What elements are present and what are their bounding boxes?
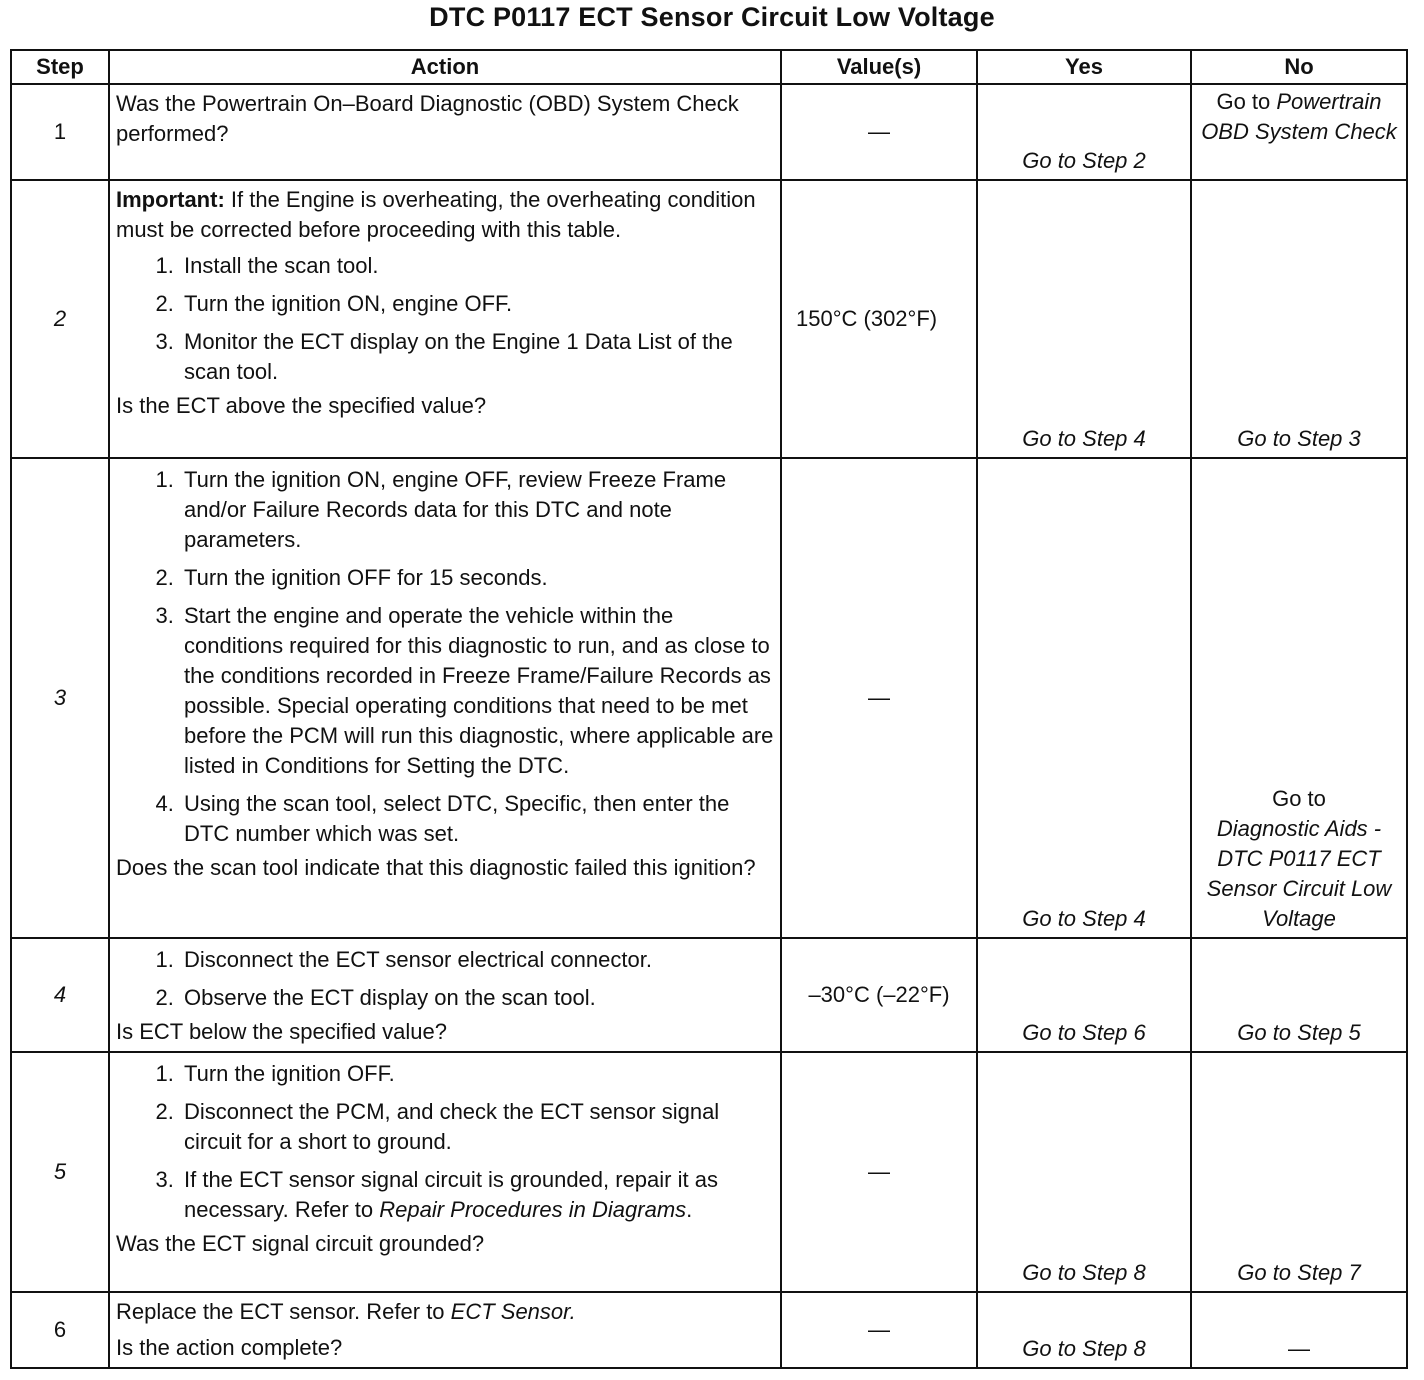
action-cell (109, 180, 781, 458)
action-cell (109, 938, 781, 1052)
list-item: 1. Disconnect the ECT sensor electrical connector. (180, 945, 774, 975)
table-row (11, 180, 1407, 458)
value-cell: — (781, 84, 977, 180)
important-text: If the Engine is overheating, the overheating condition must be corrected before proceeding with this table. (116, 187, 756, 242)
step-list (116, 1059, 774, 1225)
no-cell: Go to Step 3 (1191, 180, 1407, 458)
list-item: 3. Start the engine and operate the vehicle within the conditions required for this diagnostic to run, and as close to the conditions recorded in Freeze Frame/Failure Records as possible. Special operating conditions that need to be met before the PCM will run this diagnostic, where applicable are listed in Conditions for Setting the DTC. (180, 601, 774, 781)
no-cell: — (1191, 1292, 1407, 1368)
list-item: 1. Turn the ignition OFF. (180, 1059, 774, 1089)
reference-link: Repair Procedures in Diagrams (379, 1197, 687, 1222)
important-note (116, 185, 774, 245)
no-prefix: Go to (1272, 786, 1326, 811)
yes-cell: Go to Step 8 (977, 1292, 1191, 1368)
no-link-text: Powertrain OBD System Check (1201, 89, 1397, 144)
step-number: 1 (11, 84, 109, 180)
step-number: 4 (11, 938, 109, 1052)
action-cell (109, 1052, 781, 1292)
list-item: 3. If the ECT sensor signal circuit is grounded, repair it as necessary. Refer to Repair Procedures in Diagrams. (180, 1165, 774, 1225)
action-text: Replace the ECT sensor. Refer to (116, 1299, 451, 1324)
header-step: Step (11, 50, 109, 84)
header-values: Value(s) (781, 50, 977, 84)
diagnostic-table (10, 49, 1408, 1369)
list-item: 1. Install the scan tool. (180, 251, 774, 281)
yes-cell: Go to Step 6 (977, 938, 1191, 1052)
step-list (116, 945, 774, 1013)
table-row (11, 938, 1407, 1052)
no-prefix: Go to (1216, 89, 1277, 114)
action-cell (109, 458, 781, 938)
no-cell (1191, 458, 1407, 938)
header-no: No (1191, 50, 1407, 84)
yes-cell: Go to Step 4 (977, 458, 1191, 938)
table-row (11, 1052, 1407, 1292)
list-item: 1. Turn the ignition ON, engine OFF, review Freeze Frame and/or Failure Records data for this DTC and note parameters. (180, 465, 774, 555)
value-cell: — (781, 458, 977, 938)
reference-link: ECT Sensor. (450, 1299, 576, 1324)
action-cell (109, 1292, 781, 1368)
no-cell: Go to Step 7 (1191, 1052, 1407, 1292)
list-item-text: If the ECT sensor signal circuit is grounded, repair it as necessary. Refer to (184, 1167, 718, 1222)
action-text: Was the Powertrain On–Board Diagnostic (OBD) System Check performed? (116, 91, 739, 146)
question: Is the action complete? (116, 1335, 343, 1360)
step-number: 3 (11, 458, 109, 938)
value-cell: 150°C (302°F) (781, 180, 977, 458)
table-row (11, 1292, 1407, 1368)
header-action: Action (109, 50, 781, 84)
value-cell: — (781, 1052, 977, 1292)
action-line (116, 1297, 774, 1327)
no-cell (1191, 84, 1407, 180)
table-row (11, 84, 1407, 180)
list-item: 4. Using the scan tool, select DTC, Specific, then enter the DTC number which was set. (180, 789, 774, 849)
list-item: 3. Monitor the ECT display on the Engine 1 Data List of the scan tool. (180, 327, 774, 387)
header-row (11, 50, 1407, 84)
question: Was the ECT signal circuit grounded? (116, 1231, 485, 1256)
step-list (116, 465, 774, 849)
value-cell: –30°C (–22°F) (781, 938, 977, 1052)
list-item: 2. Turn the ignition OFF for 15 seconds. (180, 563, 774, 593)
header-yes: Yes (977, 50, 1191, 84)
list-item: 2. Observe the ECT display on the scan tool. (180, 983, 774, 1013)
yes-cell: Go to Step 8 (977, 1052, 1191, 1292)
question: Does the scan tool indicate that this diagnostic failed this ignition? (116, 855, 756, 880)
page-title: DTC P0117 ECT Sensor Circuit Low Voltage (429, 2, 995, 32)
important-label: Important: (116, 187, 225, 212)
no-link-text: Diagnostic Aids - DTC P0117 ECT Sensor Circuit Low Voltage (1206, 816, 1392, 931)
yes-cell: Go to Step 4 (977, 180, 1191, 458)
question: Is ECT below the specified value? (116, 1019, 447, 1044)
step-number: 2 (11, 180, 109, 458)
step-number: 5 (11, 1052, 109, 1292)
list-item: 2. Turn the ignition ON, engine OFF. (180, 289, 774, 319)
step-number: 6 (11, 1292, 109, 1368)
step-list (116, 251, 774, 387)
value-cell: — (781, 1292, 977, 1368)
action-cell (109, 84, 781, 180)
question: Is the ECT above the specified value? (116, 393, 487, 418)
table-row (11, 458, 1407, 938)
yes-cell: Go to Step 2 (977, 84, 1191, 180)
list-item: 2. Disconnect the PCM, and check the ECT sensor signal circuit for a short to ground. (180, 1097, 774, 1157)
no-cell: Go to Step 5 (1191, 938, 1407, 1052)
